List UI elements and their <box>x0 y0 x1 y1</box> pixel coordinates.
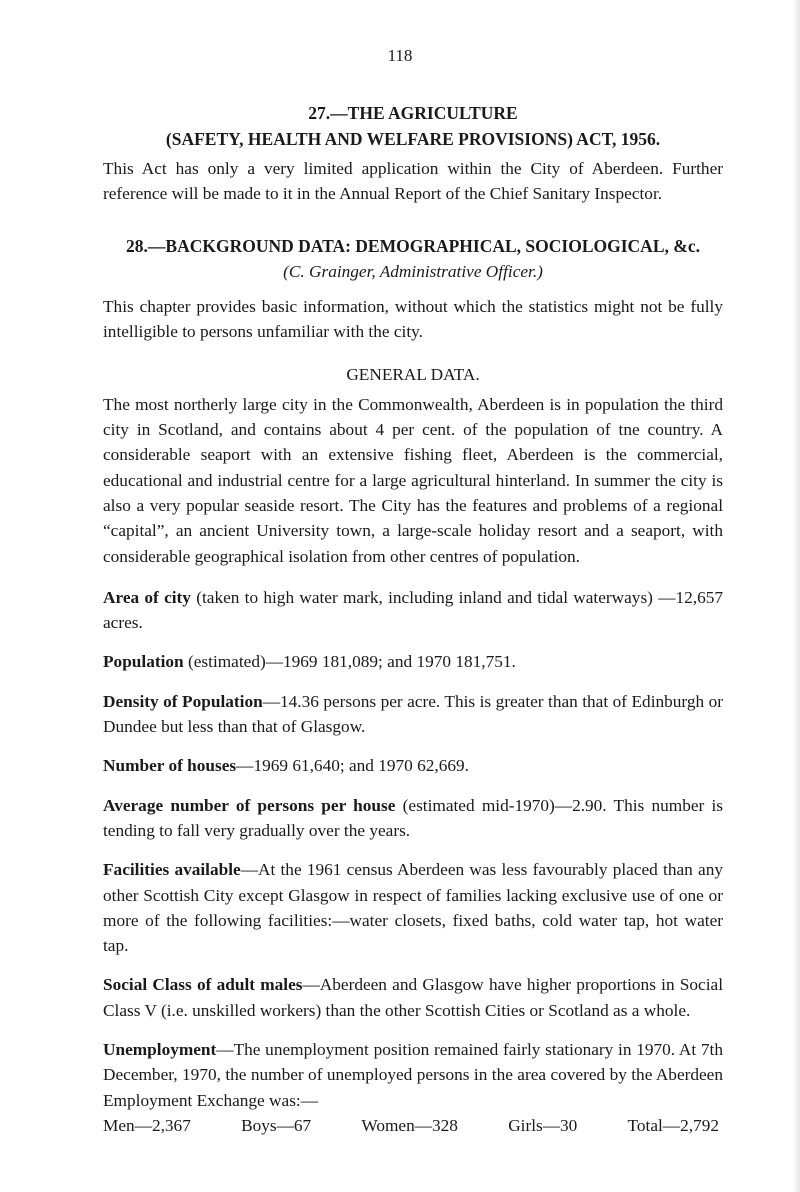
item-facilities-text: —At the 1961 census Aberdeen was less favourably placed than any other Scottish City except Glasgow in respect of families lacking exclusive use of one or more of the following facilities:—water closets, fixed baths, cold water tap, hot water tap. <box>103 860 723 956</box>
item-area <box>103 585 723 636</box>
unemployment-total: Total—2,792 <box>627 1115 719 1135</box>
item-houses <box>103 753 723 778</box>
unemployment-girls: Girls—30 <box>508 1115 578 1135</box>
item-population-lead: Population <box>103 652 184 672</box>
page-edge-shadow <box>782 0 800 1192</box>
item-density-text: —14.36 persons per acre. This is greater than that of Edinburgh or Dundee but less than that of Glasgow. <box>103 691 724 737</box>
item-unemployment <box>103 1037 723 1113</box>
item-unemployment-lead: Unemployment <box>103 1040 217 1060</box>
section-28-title: 28.—BACKGROUND DATA: DEMOGRAPHICAL, SOCIOLOGICAL, &c. <box>126 235 700 256</box>
section-27-title-line2: (SAFETY, HEALTH AND WELFARE PROVISIONS) ACT, 1956. <box>165 129 661 149</box>
unemployment-boys: Boys—67 <box>241 1115 312 1135</box>
item-unemployment-text: —The unemployment position remained fairly stationary in 1970. At 7th December, 1970, the number of unemployed persons in the area covered by the Aberdeen Employment Exchange was:— <box>103 1040 723 1110</box>
section-27-title-line1: 27.—THE AGRICULTURE <box>308 103 518 123</box>
document-body <box>103 100 723 1138</box>
item-social-class-text: —Aberdeen and Glasgow have higher proportions in Social Class V (i.e. unskilled workers) than the other Scottish Cities or Scotland as a whole. <box>103 975 724 1020</box>
page-number: 118 <box>387 46 413 65</box>
item-density-lead: Density of Population <box>103 691 263 711</box>
section-28 <box>103 233 723 1139</box>
section-28-author: (C. Grainger, Administrative Officer.) <box>283 261 543 281</box>
item-persons-per-house-text: (estimated mid-1970)—2.90. This number is tending to fall very gradually over the years. <box>103 795 724 840</box>
section-27-body: This Act has only a very limited application within the City of Aberdeen. Further reference will be made to it in the Annual Report of the Chief Sanitary Inspector. <box>103 159 723 204</box>
item-houses-lead: Number of houses <box>103 756 237 776</box>
section-27 <box>103 100 723 207</box>
item-social-class <box>103 972 723 1023</box>
unemployment-men: Men—2,367 <box>103 1115 191 1135</box>
item-density <box>103 689 723 740</box>
item-social-class-lead: Social Class of adult males <box>103 975 303 995</box>
item-facilities <box>103 857 723 958</box>
item-area-lead: Area of city <box>103 587 191 607</box>
unemployment-women: Women—328 <box>361 1115 458 1135</box>
item-population-text: (estimated)—1969 181,089; and 1970 181,751. <box>183 652 516 672</box>
general-data-heading: GENERAL DATA. <box>346 365 480 385</box>
item-persons-per-house <box>103 793 723 844</box>
item-population <box>103 649 723 674</box>
section-28-intro: This chapter provides basic information, without which the statistics might not be fully intelligible to persons unfamiliar with the city. <box>103 296 723 342</box>
item-persons-per-house-lead: Average number of persons per house <box>103 795 396 815</box>
item-facilities-lead: Facilities available <box>103 860 241 880</box>
general-data-body: The most northerly large city in the Commonwealth, Aberdeen is in population the third city in Scotland, and contains about 4 per cent. of the population of tne country. A considerable seaport with an extensive fishing fleet, Aberdeen is the commercial, educational and industrial centre for a large agricultural hinterland. In summer the city is also a very popular seaside resort. The City has the features and problems of a regional “capital”, an ancient University town, a large-scale holiday resort and a seaport, with considerable geographical isolation from other centres of population. <box>103 394 723 566</box>
item-houses-text: —1969 61,640; and 1970 62,669. <box>236 756 469 776</box>
unemployment-figures <box>103 1113 723 1138</box>
item-area-text: (taken to high water mark, including inland and tidal waterways) —12,657 acres. <box>103 587 723 633</box>
